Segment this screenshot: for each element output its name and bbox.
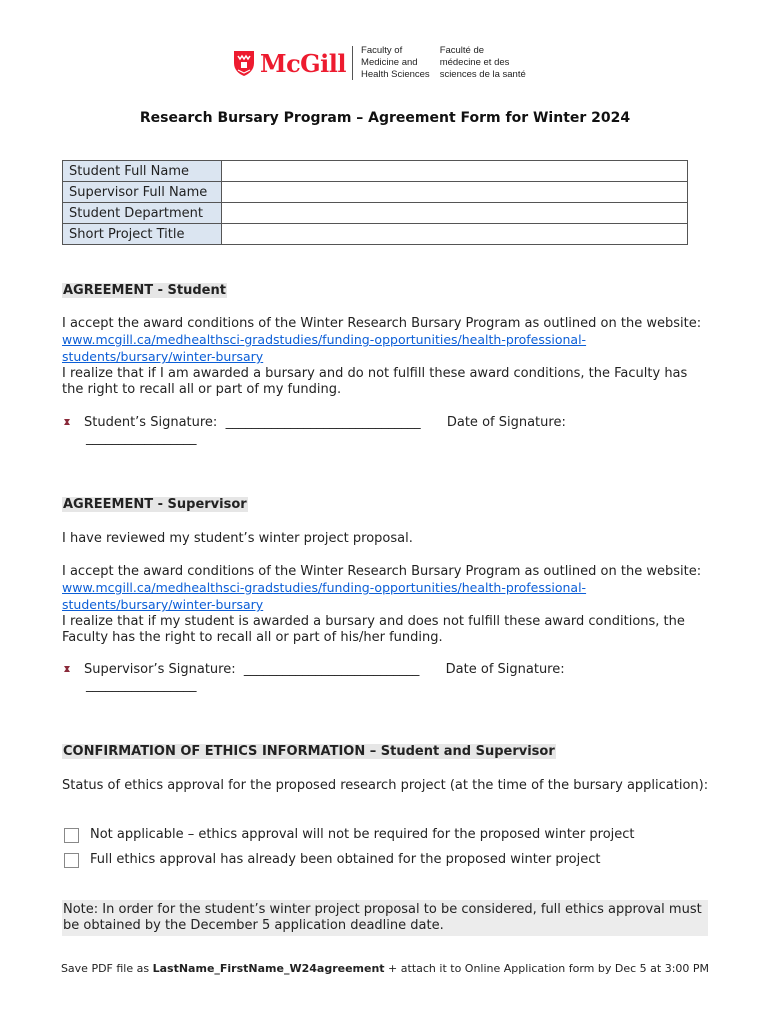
ethics-intro-text: Status of ethics approval for the proposed research project (at the time of the bursary application): (62, 778, 709, 793)
student-full-name-label: Student Full Name (63, 161, 222, 182)
form-title: Research Bursary Program – Agreement Form for Winter 2024 (139, 110, 631, 126)
ethics-heading: CONFIRMATION OF ETHICS INFORMATION – Student and Supervisor (63, 744, 555, 759)
supervisor-date-line[interactable]: _________________ (86, 678, 197, 693)
ethics-full-approval-label: Full ethics approval has already been obtained for the proposed winter project (90, 852, 601, 867)
short-project-title-label: Short Project Title (63, 224, 222, 245)
ethics-note: Note: In order for the student’s winter project proposal to be considered, full ethics approval must be obtained by the December 5 application deadline date. (62, 900, 708, 936)
ethics-not-applicable-label: Not applicable – ethics approval will not be required for the proposed winter project (90, 827, 635, 842)
student-department-label: Student Department (63, 203, 222, 224)
supervisor-full-name-field[interactable] (222, 182, 688, 203)
footer-instructions: Save PDF file as LastName_FirstName_W24agreement + attach it to Online Application form by Dec 5 at 3:00 PM (60, 962, 710, 975)
student-signature-label: Student’s Signature: (84, 415, 218, 430)
mcgill-wordmark: McGill (260, 48, 347, 78)
student-department-field[interactable] (222, 203, 688, 224)
supervisor-signature-line[interactable]: ___________________________ (243, 662, 420, 677)
mcgill-crest-icon (232, 49, 256, 77)
student-agreement-heading: AGREEMENT - Student (63, 283, 226, 298)
supervisor-review-text: I have reviewed my student’s winter project proposal. (62, 531, 413, 546)
supervisor-full-name-label: Supervisor Full Name (63, 182, 222, 203)
ethics-not-applicable-checkbox[interactable] (64, 828, 79, 843)
table-row (63, 224, 688, 245)
pushpin-bullet-icon (62, 664, 72, 674)
student-signature-line[interactable]: ______________________________ (225, 415, 421, 430)
table-row (63, 203, 688, 224)
short-project-title-field[interactable] (222, 224, 688, 245)
student-date-label: Date of Signature: (446, 415, 566, 430)
faculty-name-english: Faculty of Medicine and Health Sciences (361, 45, 430, 80)
student-full-name-field[interactable] (222, 161, 688, 182)
pushpin-bullet-icon (62, 417, 72, 427)
faculty-name-french: Faculté de médecine et des sciences de la santé (439, 45, 526, 80)
supervisor-agreement-text: I accept the award conditions of the Winter Research Bursary Program as outlined on the website: www.mcgill.ca/medhealthsci-gradstudies/funding-opportunities/health-professional-students/bursary/winter-bursary I realize that if my student is awarded a bursary and does not fulfill these award conditions, the Faculty has the right to recall all or part of his/her funding. (62, 564, 702, 645)
student-signature-row (62, 415, 566, 447)
bursary-info-link[interactable]: www.mcgill.ca/medhealthsci-gradstudies/funding-opportunities/health-professional-students/bursary/winter-bursary (62, 580, 587, 612)
student-date-line[interactable]: _________________ (86, 431, 197, 446)
supervisor-signature-label: Supervisor’s Signature: (84, 662, 236, 677)
supervisor-date-label: Date of Signature: (445, 662, 565, 677)
footer-filename: LastName_FirstName_W24agreement (152, 962, 385, 975)
student-info-table (62, 160, 688, 245)
bursary-info-link[interactable]: www.mcgill.ca/medhealthsci-gradstudies/funding-opportunities/health-professional-students/bursary/winter-bursary (62, 332, 587, 364)
supervisor-agreement-heading: AGREEMENT - Supervisor (63, 497, 247, 512)
ethics-full-approval-checkbox[interactable] (64, 853, 79, 868)
table-row (63, 161, 688, 182)
table-row (63, 182, 688, 203)
logo-divider (352, 46, 353, 80)
mcgill-logo (232, 44, 536, 82)
supervisor-signature-row (62, 662, 565, 694)
student-agreement-text: I accept the award conditions of the Winter Research Bursary Program as outlined on the website: www.mcgill.ca/medhealthsci-gradstudies/funding-opportunities/health-professional-students/bursary/winter-bursary I realize that if I am awarded a bursary and do not fulfill these award conditions, the Faculty has the right to recall all or part of my funding. (62, 316, 702, 397)
